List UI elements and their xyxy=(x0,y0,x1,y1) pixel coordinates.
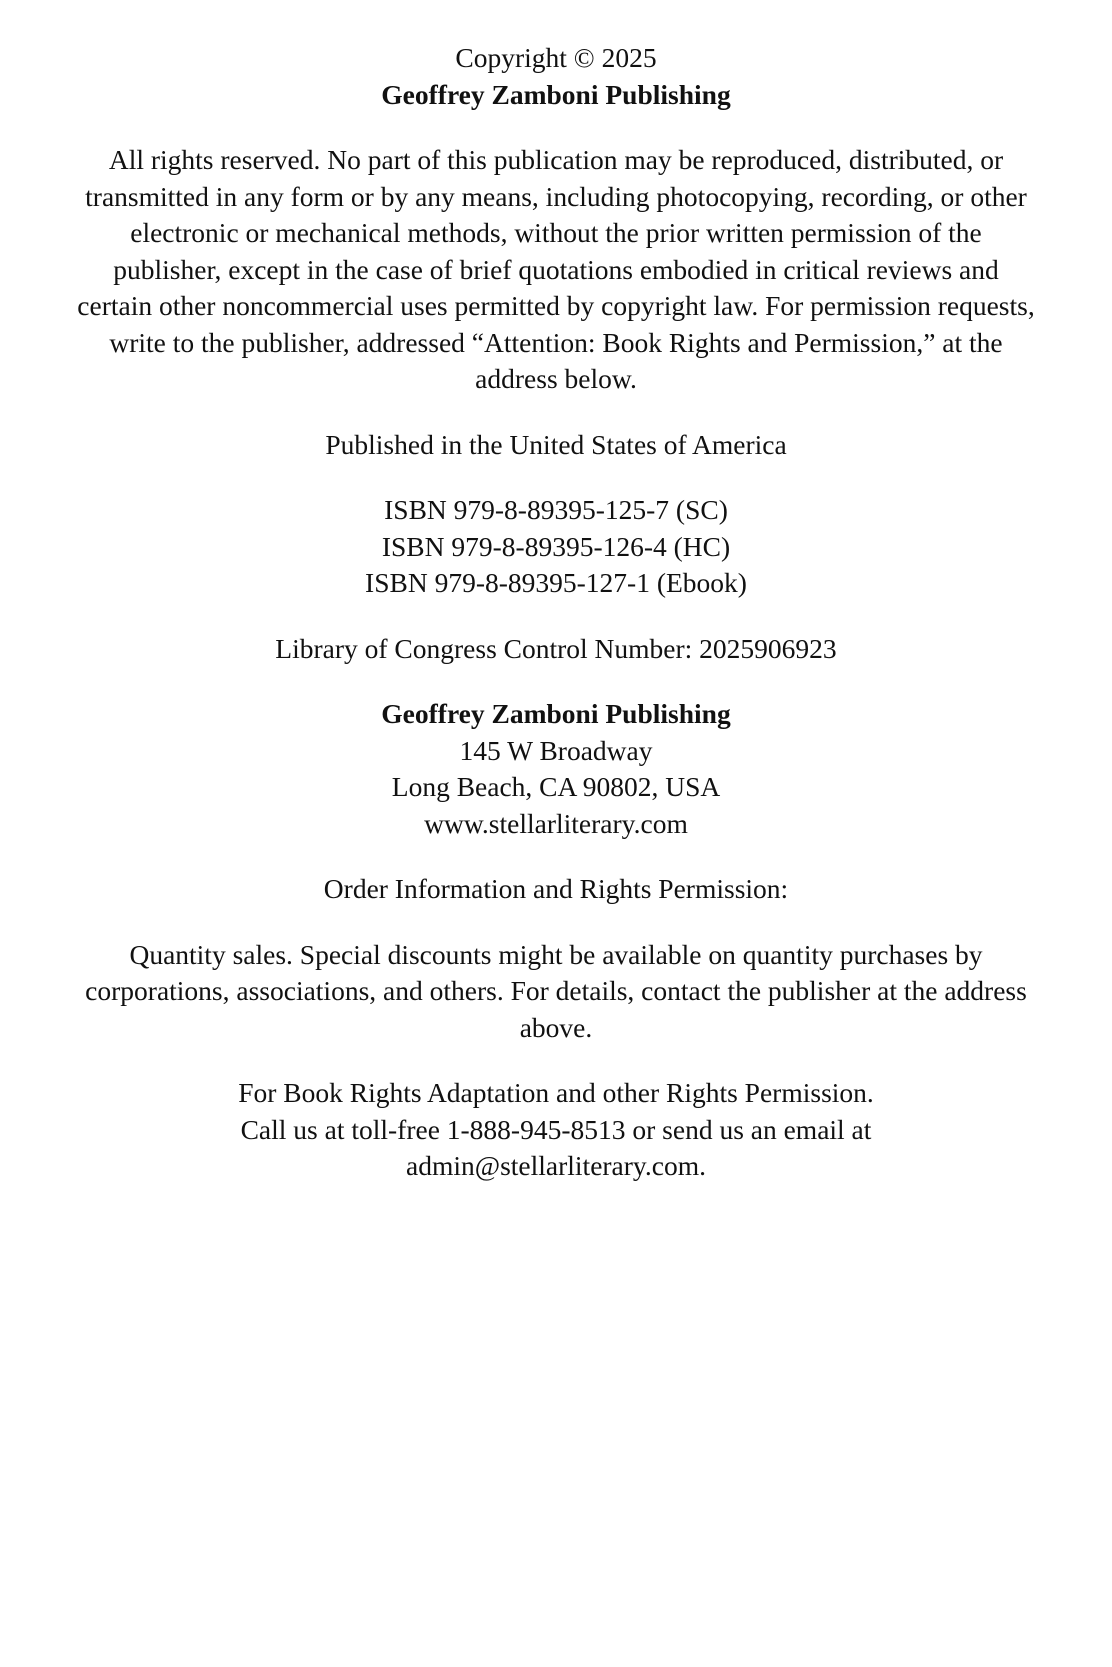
contact-line-1: For Book Rights Adaptation and other Rights Permission. xyxy=(238,1077,874,1108)
isbn-list xyxy=(70,492,1042,602)
isbn-sc: ISBN 979-8-89395-125-7 (SC) xyxy=(384,494,728,525)
rights-reserved-paragraph: All rights reserved. No part of this publication may be reproduced, distributed, or transmitted in any form or by any means, including photocopying, recording, or other electronic or mechanical methods, without the prior written permission of the publisher, except in the case of brief quotations embodied in critical reviews and certain other noncommercial uses permitted by copyright law. For permission requests, write to the publisher, addressed “Attention: Book Rights and Permission,” at the address below. xyxy=(77,144,1035,394)
order-heading-block xyxy=(70,871,1042,908)
copyright-block xyxy=(70,40,1042,113)
isbn-ebook: ISBN 979-8-89395-127-1 (Ebook) xyxy=(365,567,747,598)
address-street: 145 W Broadway xyxy=(459,734,653,766)
publisher-address xyxy=(70,696,1042,842)
publisher-name: Geoffrey Zamboni Publishing xyxy=(381,78,731,110)
published-in xyxy=(70,427,1042,464)
address-website: www.stellarliterary.com xyxy=(424,807,688,839)
isbn-hc: ISBN 979-8-89395-126-4 (HC) xyxy=(381,530,731,562)
contact-line-2: Call us at toll-free 1-888-945-8513 or send us an email at xyxy=(240,1113,872,1145)
address-name: Geoffrey Zamboni Publishing xyxy=(381,698,731,729)
address-city: Long Beach, CA 90802, USA xyxy=(391,771,721,802)
order-heading: Order Information and Rights Permission: xyxy=(323,873,789,904)
lccn-block xyxy=(70,631,1042,668)
contact-email: admin@stellarliterary.com. xyxy=(406,1150,706,1181)
lccn-text: Library of Congress Control Number: 2025906923 xyxy=(275,632,837,664)
quantity-sales-paragraph: Quantity sales. Special discounts might be available on quantity purchases by corporations, associations, and others. For details, contact the publisher at the address above. xyxy=(85,938,1027,1043)
copyright-line: Copyright © 2025 xyxy=(455,42,657,73)
contact-block xyxy=(70,1075,1042,1185)
published-in-text: Published in the United States of America xyxy=(325,428,787,460)
